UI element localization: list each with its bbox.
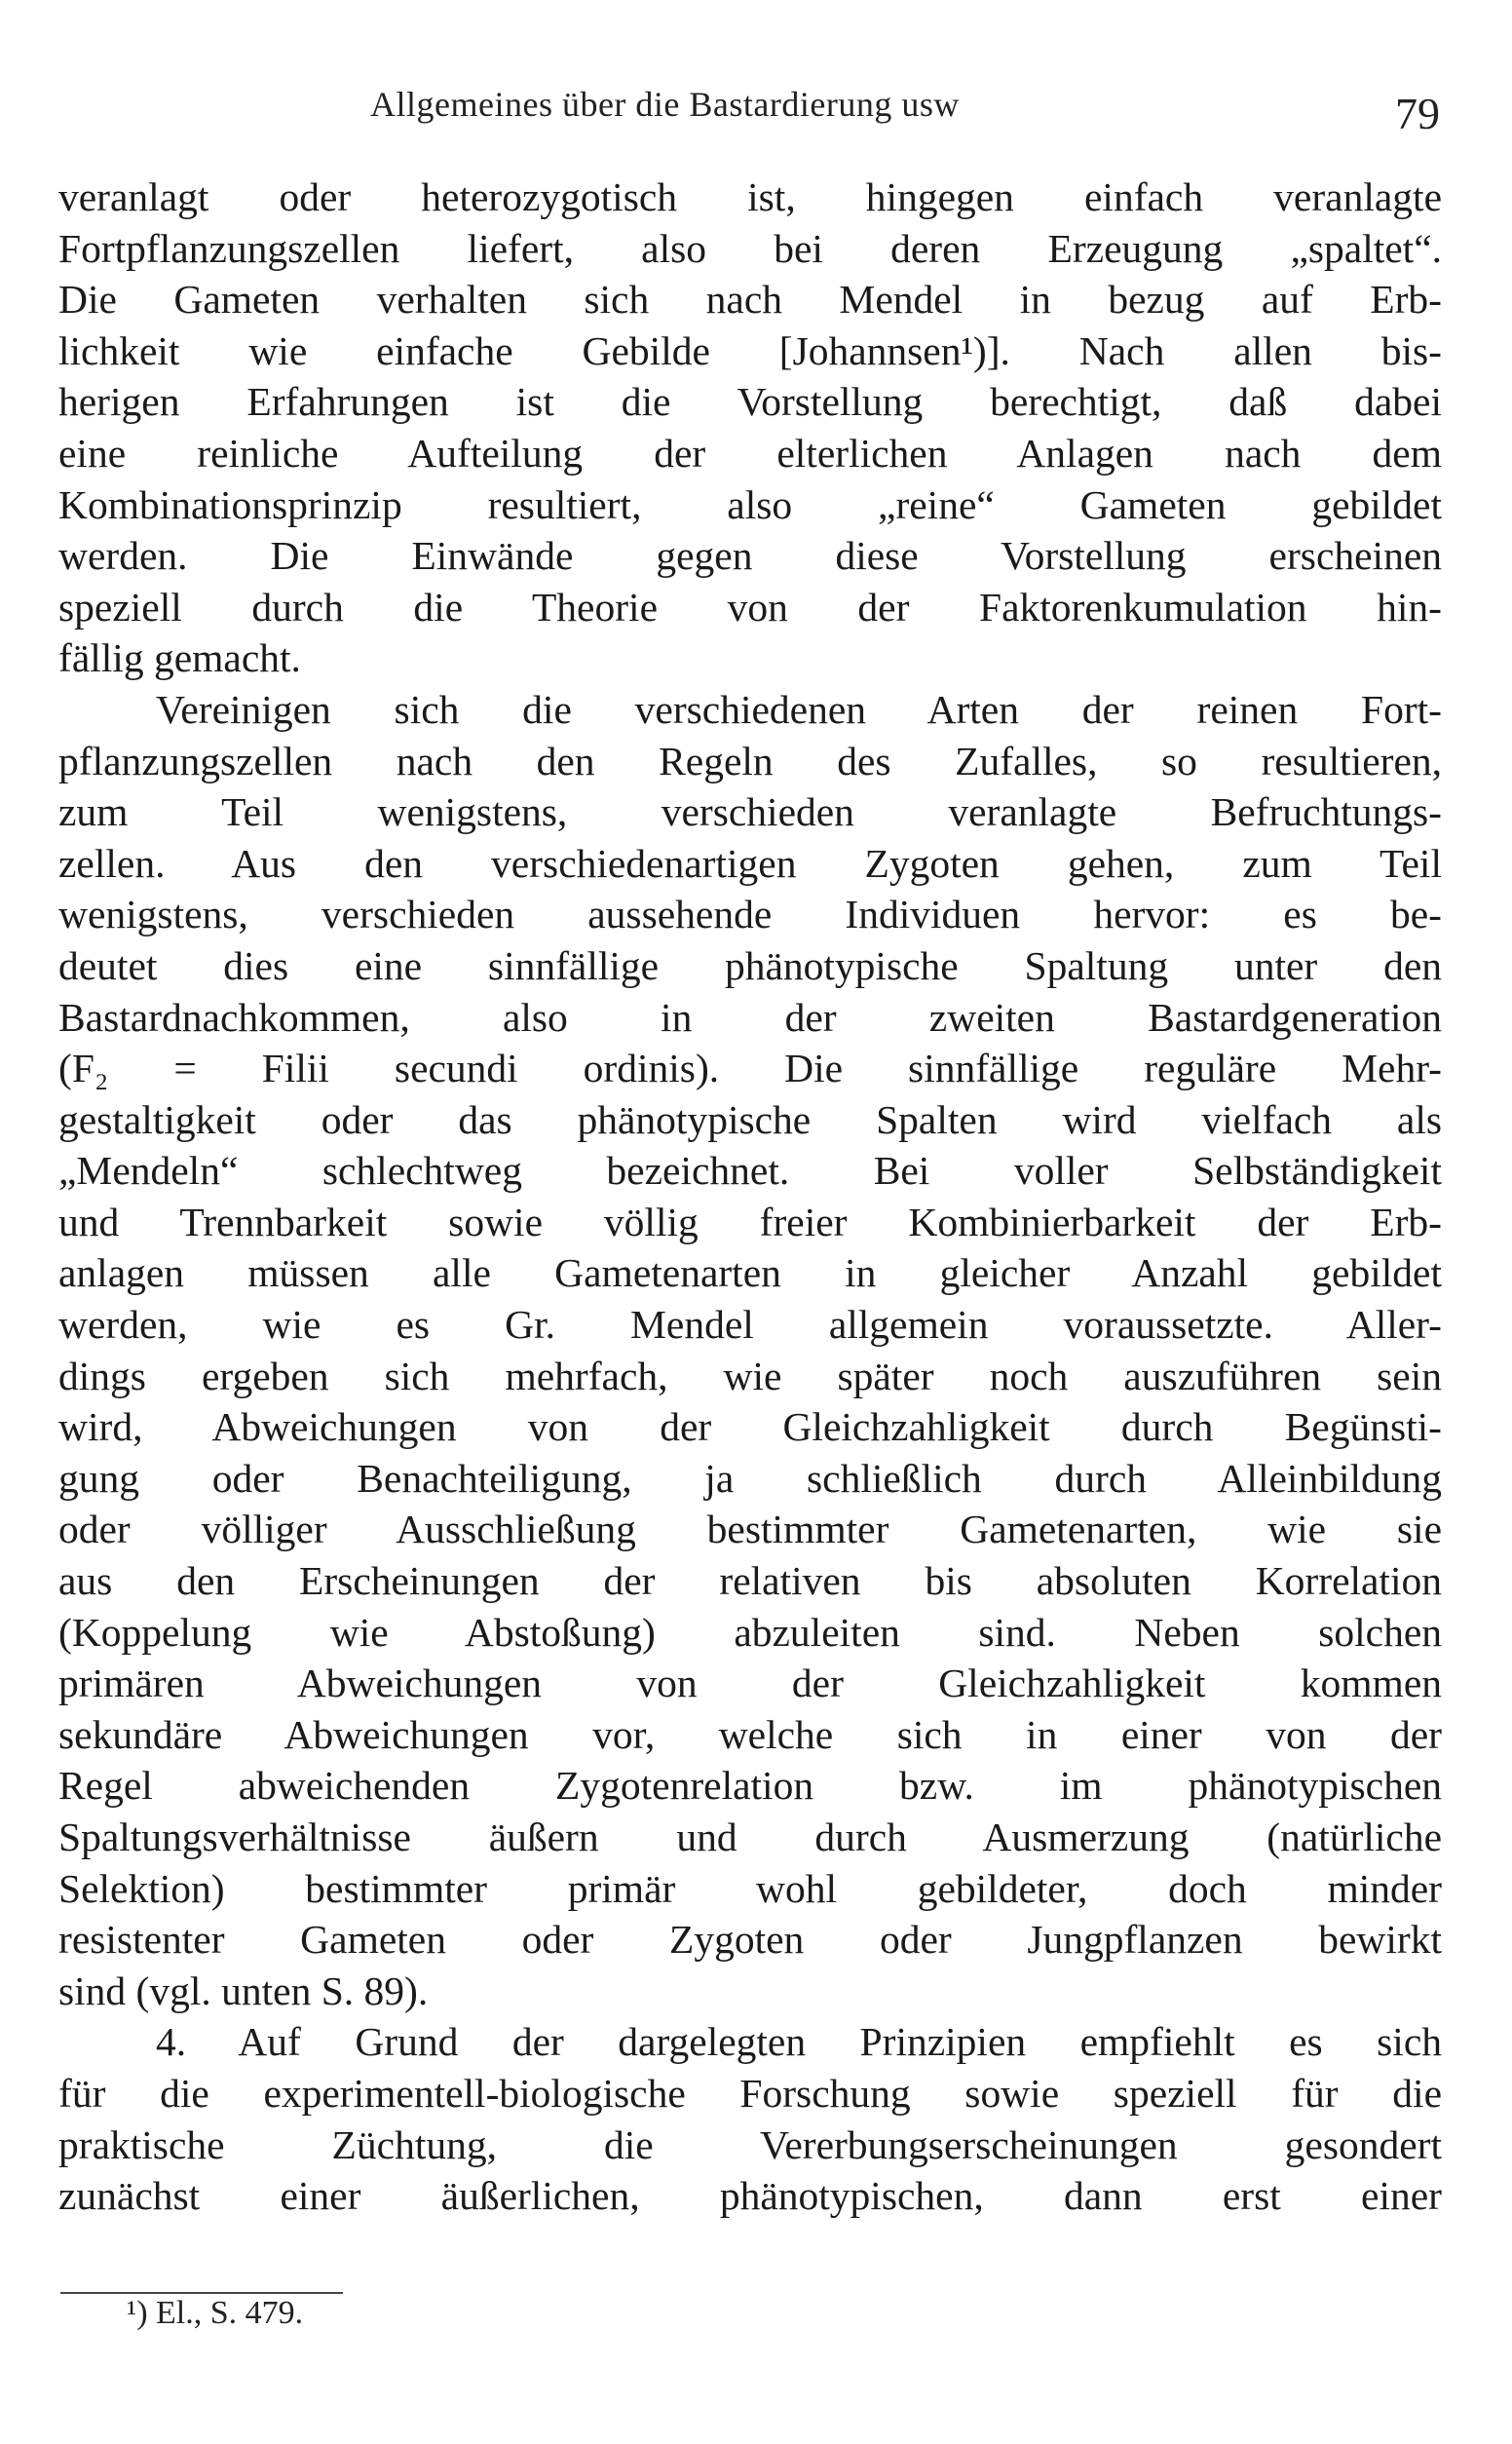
- text-line: Die Gameten verhalten sich nach Mendel in bezug auf Erb-: [58, 277, 1442, 323]
- text-line: zunächst einer äußerlichen, phänotypischen, dann erst einer: [58, 2173, 1442, 2219]
- text-line: resistenter Gameten oder Zygoten oder Jungpflanzen bewirkt: [58, 1917, 1442, 1963]
- text-line: oder völliger Ausschließung bestimmter Gametenarten, wie sie: [58, 1507, 1442, 1552]
- page-number: 79: [1395, 89, 1440, 138]
- text-line: veranlagt oder heterozygotisch ist, hingegen einfach veranlagte: [58, 174, 1442, 219]
- footnote: ¹) El., S. 479.: [127, 2295, 304, 2331]
- text-line: Regel abweichenden Zygotenrelation bzw. im phänotypischen: [58, 1763, 1442, 1809]
- text-line: Spaltungsverhältnisse äußern und durch Ausmerzung (natürliche: [58, 1814, 1442, 1859]
- text-line: für die experimentell-biologische Forschung sowie speziell für die: [58, 2070, 1442, 2116]
- text-line: gung oder Benachteiligung, ja schließlich durch Alleinbildung: [58, 1455, 1442, 1501]
- text-line: pflanzungszellen nach den Regeln des Zufalles, so resultieren,: [58, 738, 1442, 783]
- text-line: Vereinigen sich die verschiedenen Arten der reinen Fort-: [156, 686, 1442, 732]
- running-head: Allgemeines über die Bastardierung usw: [370, 85, 960, 124]
- text-line: Bastardnachkommen, also in der zweiten Bastardgeneration: [58, 994, 1442, 1040]
- body-text: [58, 172, 1442, 2222]
- text-line: Kombinationsprinzip resultiert, also „reine“ Gameten gebildet: [58, 481, 1442, 527]
- text-line: (Koppelung wie Abstoßung) abzuleiten sind. Neben solchen: [58, 1609, 1442, 1655]
- text-line: sind (vgl. unten S. 89).: [58, 1967, 429, 2013]
- text-line: wenigstens, verschieden aussehende Individuen hervor: es be-: [58, 892, 1442, 937]
- text-line: werden, wie es Gr. Mendel allgemein voraussetzte. Aller-: [58, 1302, 1442, 1348]
- text-line: lichkeit wie einfache Gebilde [Johannsen¹)]. Nach allen bis-: [58, 327, 1442, 373]
- text-line: Selektion) bestimmter primär wohl gebildeter, doch minder: [58, 1865, 1442, 1911]
- text-line: gestaltigkeit oder das phänotypische Spalten wird vielfach als: [58, 1096, 1442, 1142]
- text-line: und Trennbarkeit sowie völlig freier Kombinierbarkeit der Erb-: [58, 1199, 1442, 1244]
- text-line: wird, Abweichungen von der Gleichzahligkeit durch Begünsti-: [58, 1404, 1442, 1450]
- text-line: praktische Züchtung, die Vererbungserscheinungen gesondert: [58, 2121, 1442, 2167]
- text-line: 4. Auf Grund der dargelegten Prinzipien empfiehlt es sich: [156, 2019, 1442, 2065]
- text-line: zellen. Aus den verschiedenartigen Zygoten gehen, zum Teil: [58, 840, 1442, 886]
- text-line: aus den Erscheinungen der relativen bis absoluten Korrelation: [58, 1558, 1442, 1604]
- text-line: Fortpflanzungszellen liefert, also bei deren Erzeugung „spaltet“.: [58, 225, 1442, 271]
- text-line: anlagen müssen alle Gametenarten in gleicher Anzahl gebildet: [58, 1250, 1442, 1296]
- text-line: (F₂ = Filii secundi ordinis). Die sinnfällige reguläre Mehr-: [58, 1046, 1442, 1091]
- text-line: speziell durch die Theorie von der Faktorenkumulation hin-: [58, 584, 1442, 630]
- text-line: eine reinliche Aufteilung der elterlichen Anlagen nach dem: [58, 430, 1442, 476]
- text-line: sekundäre Abweichungen vor, welche sich in einer von der: [58, 1711, 1442, 1757]
- text-line: fällig gemacht.: [58, 635, 301, 681]
- text-line: werden. Die Einwände gegen diese Vorstellung erscheinen: [58, 533, 1442, 579]
- text-line: herigen Erfahrungen ist die Vorstellung berechtigt, daß dabei: [58, 379, 1442, 425]
- text-line: zum Teil wenigstens, verschieden veranlagte Befruchtungs-: [58, 789, 1442, 835]
- text-line: „Mendeln“ schlechtweg bezeichnet. Bei voller Selbständigkeit: [58, 1148, 1442, 1194]
- text-line: deutet dies eine sinnfällige phänotypische Spaltung unter den: [58, 942, 1442, 988]
- text-line: primären Abweichungen von der Gleichzahligkeit kommen: [58, 1661, 1442, 1706]
- text-line: dings ergeben sich mehrfach, wie später noch auszuführen sein: [58, 1353, 1442, 1398]
